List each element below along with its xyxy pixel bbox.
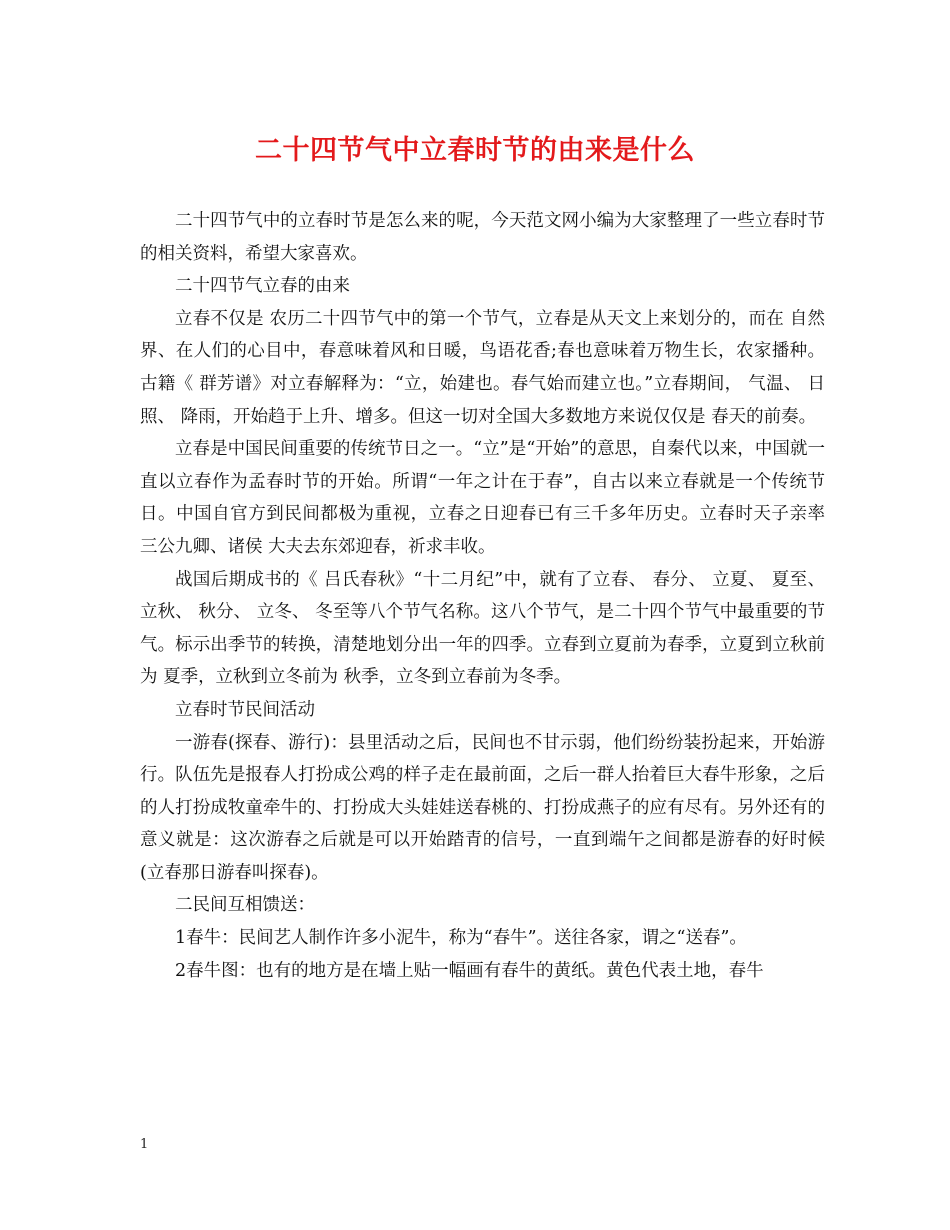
intro-paragraph: 二十四节气中的立春时节是怎么来的呢，今天范文网小编为大家整理了一些立春时节的相关资料，希望大家喜欢。 (140, 211, 825, 264)
gift-exchange-heading: 二民间互相馈送： (175, 895, 315, 916)
section-heading-activities: 立春时节民间活动 (175, 699, 315, 720)
spring-ox-item: 1春牛：民间艺人制作许多小泥牛，称为“春牛”。送往各家，谓之“送春”。 (175, 928, 747, 949)
origin-paragraph: 立春不仅是 农历二十四节气中的第一个节气，立春是从天文上来划分的，而在 自然界、在人们的心目中，春意味着风和日暖，鸟语花香;春也意味着万物生长，农家播种。古籍《 群芳谱》对立春解释为：“立，始建也。春气始而建立也。”立春期间， 气温、 日照、 降雨，开始趋于上升、增多。但这一切对全国大多数地方来说仅仅是 春天的前奏。 (140, 308, 825, 427)
document-title: 二十四节气中立春时节的由来是什么 (255, 135, 695, 166)
section-heading-origin: 二十四节气立春的由来 (175, 276, 350, 297)
festival-paragraph: 立春是中国民间重要的传统节日之一。“立”是“开始”的意思，自秦代以来，中国就一直以立春作为孟春时节的开始。所谓“一年之计在于春”，自古以来立春就是一个传统节日。中国自官方到民间都极为重视，立春之日迎春已有三千多年历史。立春时天子亲率 三公九卿、诸侯 大夫去东郊迎春，祈求丰收。 (140, 439, 825, 557)
spring-ox-picture-item: 2春牛图：也有的地方是在墙上贴一幅画有春牛的黄纸。黄色代表土地，春牛 (175, 960, 764, 981)
solar-terms-paragraph: 战国后期成书的《 吕氏春秋》“十二月纪”中，就有了立春、 春分、 立夏、 夏至、 立秋、 秋分、 立冬、 冬至等八个节气名称。这八个节气，是二十四个节气中最重要的节气。标示出季节的转换，清楚地划分出一年的四季。立春到立夏前为春季，立夏到立秋前为 夏季，立秋到立冬前为 秋季，立冬到立春前为冬季。 (140, 569, 825, 688)
document-body (140, 205, 825, 987)
page-number: 1 (140, 1137, 149, 1152)
spring-outing-paragraph: 一游春(探春、游行)：县里活动之后，民间也不甘示弱，他们纷纷装扮起来，开始游行。队伍先是报春人打扮成公鸡的样子走在最前面，之后一群人抬着巨大春牛形象，之后的人打扮成牧童牵牛的、打扮成大头娃娃送春桃的、打扮成燕子的应有尽有。另外还有的意义就是：这次游春之后就是可以开始踏青的信号，一直到端午之间都是游春的好时候(立春那日游春叫探春)。 (140, 732, 825, 883)
